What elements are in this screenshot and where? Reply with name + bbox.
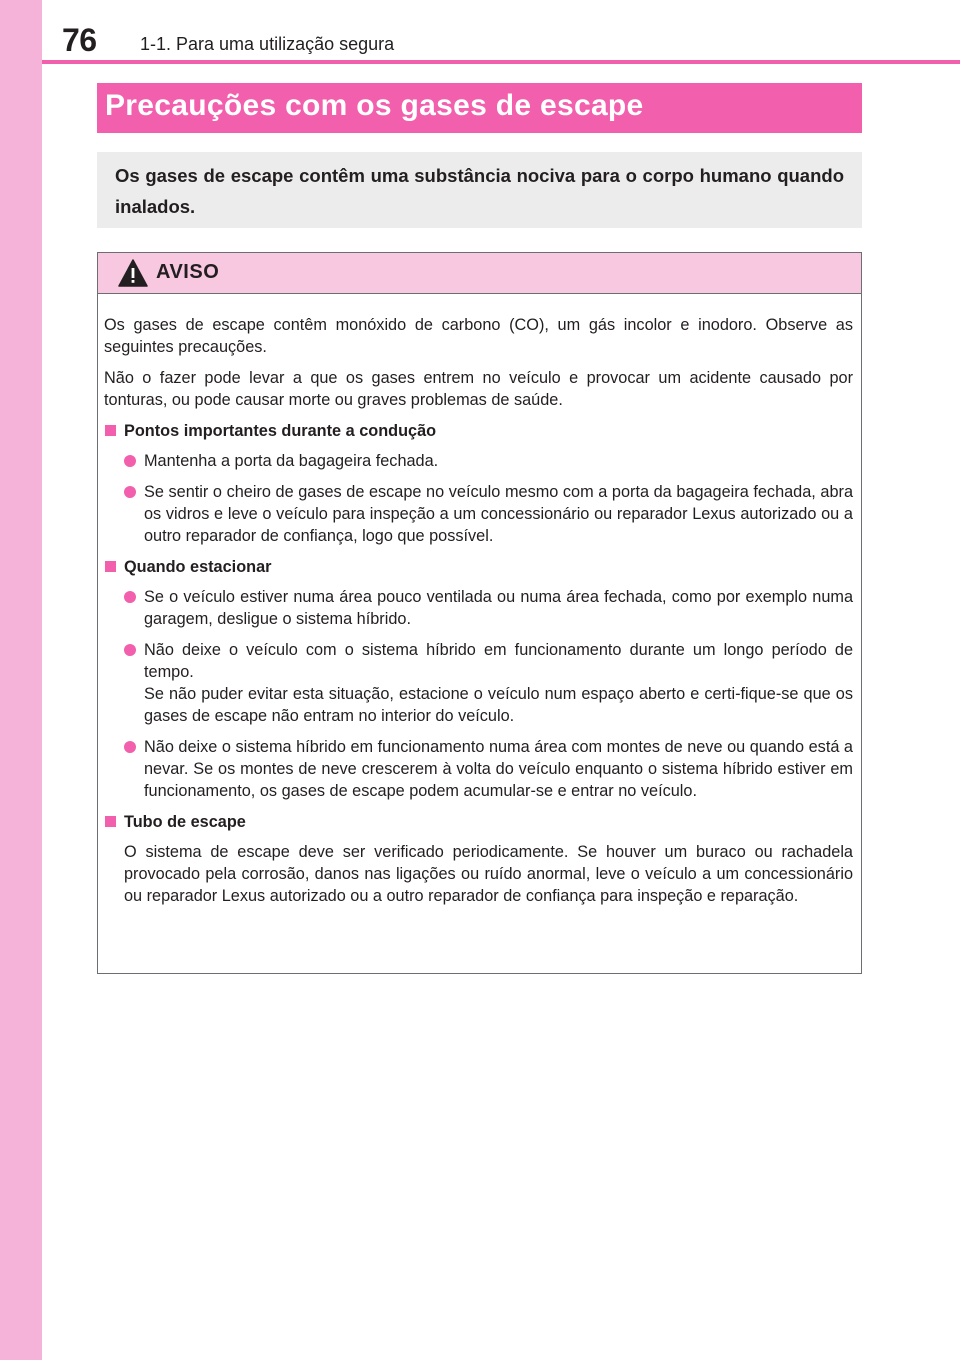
section-title: Precauções com os gases de escape [97,83,862,133]
warning-label: AVISO [156,261,220,283]
subheading-exhaust-pipe: Tubo de escape [104,811,853,833]
bullet-item: Se sentir o cheiro de gases de escape no veículo mesmo com a porta da bagageira fechada, abra os vidros e leve o veículo para inspeção a um concessionário ou reparador Lexus autorizado ou a outro reparador de confiança, logo que possível. [104,481,853,547]
round-bullet-icon [124,591,136,603]
round-bullet-icon [124,741,136,753]
intro-box: Os gases de escape contêm uma substância nociva para o corpo humano quando inalados. [97,152,862,228]
round-bullet-icon [124,486,136,498]
warning-triangle-icon [118,259,148,287]
round-bullet-icon [124,644,136,656]
warning-intro-paragraph: Os gases de escape contêm monóxido de carbono (CO), um gás incolor e inodoro. Observe as seguintes precauções. [104,316,853,356]
running-head: 1-1. Para uma utilização segura [140,34,395,54]
square-bullet-icon [105,561,116,572]
square-bullet-icon [105,816,116,827]
bullet-item: Não deixe o sistema híbrido em funcionamento numa área com montes de neve ou quando está a nevar. Se os montes de neve crescerem à volta do veículo enquanto o sistema híbrido estiver em funcionamento, os gases de escape podem acumular-se e entrar no veículo. [104,736,853,802]
side-color-strip [0,0,42,1360]
subheading-driving: Pontos importantes durante a condução [104,420,853,442]
bullet-item: Não deixe o veículo com o sistema híbrido em funcionamento durante um longo período de tempo. Se não puder evitar esta situação, estacione o veículo num espaço aberto e certi-fique-se que os gases de escape não entram no interior do veículo. [104,639,853,727]
warning-consequence-paragraph: Não o fazer pode levar a que os gases entrem no veículo e provocar um acidente causado por tonturas, ou pode causar morte ou graves problemas de saúde. [104,369,853,409]
bullet-item: Mantenha a porta da bagageira fechada. [104,450,853,472]
page-number: 76 [62,22,97,58]
header-rule [42,60,960,64]
exhaust-pipe-paragraph: O sistema de escape deve ser verificado periodicamente. Se houver um buraco ou rachadela provocado pela corrosão, danos nas ligações ou ruído anormal, leve o veículo a um concessionário ou reparador Lexus autorizado ou a outro reparador de confiança para inspeção e reparação. [124,843,853,905]
bullet-item: Se o veículo estiver numa área pouco ventilada ou numa área fechada, como por exemplo numa garagem, desligue o sistema híbrido. [104,586,853,630]
round-bullet-icon [124,455,136,467]
subheading-parking: Quando estacionar [104,556,853,578]
square-bullet-icon [105,425,116,436]
warning-box [97,252,862,974]
warning-body [98,294,861,907]
warning-header [98,253,861,294]
